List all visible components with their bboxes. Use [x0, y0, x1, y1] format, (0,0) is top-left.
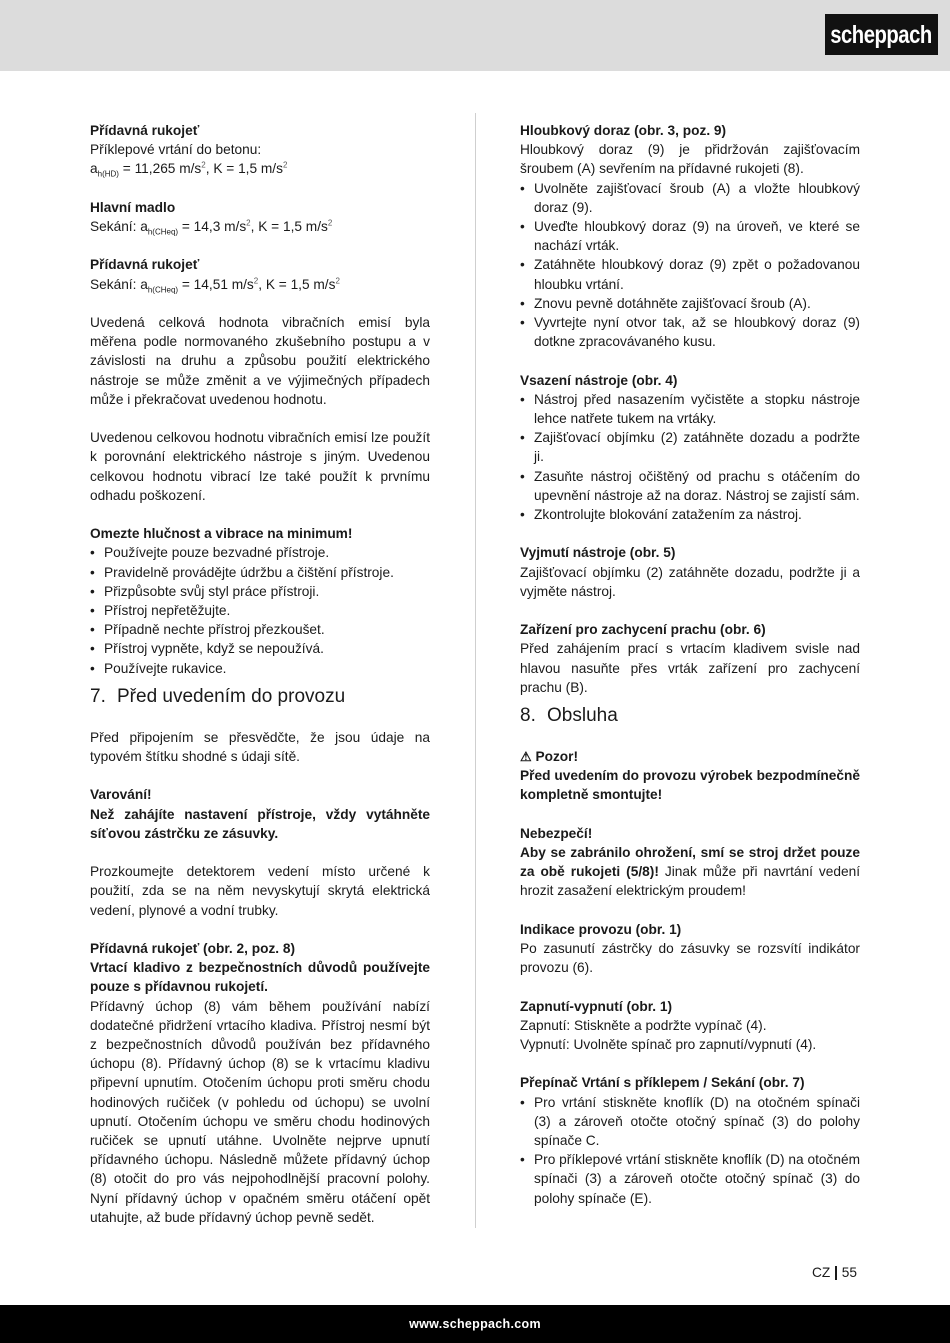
list-item: • Zatáhněte hloubkový doraz (9) zpět o požadovanou hloubku vrtání. [520, 255, 860, 293]
paragraph-remove-tool: Zajišťovací objímku (2) zatáhněte dozadu, podržte ji a vyjměte nástroj. [520, 564, 860, 599]
list-item: • Přístroj nepřetěžujte. [90, 601, 430, 620]
left-column [90, 121, 430, 1227]
list-item: • Přizpůsobte svůj styl práce přístroji. [90, 582, 430, 601]
noise-list [90, 543, 430, 677]
heading-main-handle: Hlavní madlo [90, 199, 176, 215]
page-footer [0, 1305, 950, 1343]
heading-remove-tool: Vyjmutí nástroje (obr. 5) [520, 545, 676, 561]
heading-aux-handle-2: Přídavná rukojeť [90, 257, 200, 273]
heading-caution: ⚠ Pozor! [520, 749, 579, 765]
page-number [812, 1265, 857, 1280]
insert-tool-list [520, 390, 860, 524]
column-divider [475, 113, 476, 1228]
aux-handle-warning: Vrtací kladivo z bezpečnostních důvodů používejte pouze s přídavnou rukojetí. [90, 960, 430, 995]
right-column [520, 121, 860, 1208]
list-item: • Znovu pevně dotáhněte zajišťovací šroub (A). [520, 294, 860, 313]
list-item: • Používejte pouze bezvadné přístroje. [90, 543, 430, 562]
vibration-value-3: Sekání: $a_{h(CHeq)} = 14,51$ $m/s^2$, K = 1,5 $m/s^2$ [90, 276, 340, 295]
text-impact-drilling: Příklepové vrtání do betonu: [90, 142, 262, 158]
warning-triangle-icon: ⚠ [520, 749, 532, 765]
paragraph-depth-stop: Hloubkový doraz (9) je přidržován zajišťovacím šroubem (A) sevřením na přídavné rukojeti (8). [520, 142, 860, 177]
heading-mode-switch: Přepínač Vrtání s příklepem / Sekání (obr. 7) [520, 1075, 805, 1091]
off-instruction: Vypnutí: Uvolněte spínač pro zapnutí/vypnutí (4). [520, 1037, 817, 1053]
warning-text: Než zahájíte nastavení přístroje, vždy vytáhněte síťovou zástrčku ze zásuvky. [90, 806, 430, 841]
brand-logo [825, 14, 938, 55]
page-number-value: 55 [841, 1265, 857, 1280]
list-item: • Pravidelně provádějte údržbu a čištění přístroje. [90, 563, 430, 582]
heading-noise-reduction: Omezte hlučnost a vibrace na minimum! [90, 526, 353, 542]
heading-insert-tool: Vsazení nástroje (obr. 4) [520, 372, 678, 388]
heading-indicator: Indikace provozu (obr. 1) [520, 921, 682, 937]
svg-text:scheppach: scheppach [830, 19, 932, 49]
vibration-value-2: Sekání: $a_{h(CHeq)} = 14,3$ $m/s^2$, K = 1,5 $m/s^2$ [90, 218, 333, 237]
heading-danger: Nebezpečí! [520, 825, 593, 841]
section-number: 7. [90, 685, 106, 707]
list-item: • Uveďte hloubkový doraz (9) na úroveň, ve které se nachází vrták. [520, 217, 860, 255]
list-item: • Přístroj vypněte, když se nepoužívá. [90, 639, 430, 658]
language-code: CZ [812, 1265, 831, 1280]
heading-aux-handle-fig2: Přídavná rukojeť (obr. 2, poz. 8) [90, 941, 296, 956]
vibration-value-1: $a_{h(HD)} = 11,265$ $m/s^2$, K = 1,5 $m/s^2$ [90, 160, 288, 180]
heading-depth-stop: Hloubkový doraz (obr. 3, poz. 9) [520, 123, 727, 138]
list-item: • Zajišťovací objímku (2) zatáhněte dozadu a podržte ji. [520, 428, 860, 466]
heading-on-off: Zapnutí-vypnutí (obr. 1) [520, 998, 673, 1014]
list-item: • Pro příklepové vrtání stiskněte knoflík (D) na otočném spínači (3) a zároveň otočte otočný spínač (3) do polohy spínače (E). [520, 1150, 860, 1208]
paragraph-line-detector: Prozkoumejte detektorem vedení místo určené k použití, zda se na něm nevyskytují skrytá elektrická vedení, plynové a vodní trubky. [90, 864, 430, 918]
list-item: • Pro vrtání stiskněte knoflík (D) na otočném spínači (3) a zároveň otočte otočný spínač (3) do polohy spínače C. [520, 1093, 860, 1151]
paragraph-dust-collector: Před zahájením prací s vrtacím kladivem svisle nad hlavou nasuňte přes vrták zařízení pro zachycení prachu (B). [520, 641, 860, 695]
heading-warning: Varování! [90, 787, 152, 803]
paragraph-indicator: Po zasunutí zástrčky do zásuvky se rozsvítí indikátor provozu (6). [520, 941, 860, 976]
heading-aux-handle-1: Přídavná rukojeť [90, 123, 200, 138]
heading-dust-collector: Zařízení pro zachycení prachu (obr. 6) [520, 622, 766, 638]
separator [835, 1266, 837, 1280]
page-header [0, 0, 950, 71]
list-item: • Nástroj před nasazením vyčistěte a stopku nástroje lehce natřete tukem na vrtáky. [520, 390, 860, 428]
paragraph-aux-handle: Přídavný úchop (8) vám během používání nabízí dodatečné přidržení vrtacího kladiva. Přístroj nesmí být z bezpečnostních důvodů používán bez přídavného úchopu (8). Přídavný úchop (8) se k vrtacímu kladivu připevní upnutím. Otočením úchopu proti směru chodu hodinových ručiček (v pohledu od úchopu) se uvolní upnutí. Otočením úchopu ve směru chodu hodinových ručiček se upnutí utáhne. Uvolněte nejprve upnutí přídavného úchopu. Následně můžete přídavný úchop (8) otočit do pro vás nejpohodlnější pracovní polohy. Nyní přídavný úchop v opačném směru otáčení opět utahujte, až bude přídavný úchop pevně sedět. [90, 998, 430, 1225]
list-item: • Zkontrolujte blokování zatažením za nástroj. [520, 505, 860, 524]
list-item: • Používejte rukavice. [90, 659, 430, 678]
list-item: • Vyvrtejte nyní otvor tak, až se hloubkový doraz (9) dotkne zpracovávaného kusu. [520, 313, 860, 351]
section-heading-7 [90, 685, 430, 709]
danger-text: Aby se zabránilo ohrožení, smí se stroj držet pouze za obě rukojeti (5/8)! Jinak může při navrtání vedení hrozit zasažení elektrickým proudem! [520, 845, 861, 899]
on-instruction: Zapnutí: Stiskněte a podržte vypínač (4). [520, 1017, 767, 1033]
mode-switch-list [520, 1093, 860, 1208]
paragraph-vibration-measurement: Uvedená celková hodnota vibračních emisí byla měřena podle normovaného zkušebního postupu a v závislosti na druhu a způsobu použití elektrického nástroje se může změnit a ve výjimečných případech může i překračovat uvedenou hodnotu. [90, 314, 430, 407]
section-title: Před uvedením do provozu [117, 685, 346, 707]
paragraph-vibration-comparison: Uvedenou celkovou hodnotu vibračních emisí lze použít k porovnání elektrického nástroje s jiným. Uvedenou celkovou hodnotu vibrací lze také použít k prvnímu odhadu poškození. [90, 430, 430, 503]
list-item: • Zasuňte nástroj očištěný od prachu s otáčením do upevnění nástroje až na doraz. Nástroj se zajistí sám. [520, 467, 860, 505]
depth-stop-list [520, 179, 860, 352]
list-item: • Případně nechte přístroj přezkoušet. [90, 620, 430, 639]
footer-url: www.scheppach.com [409, 1317, 541, 1331]
section-title: Obsluha [547, 705, 618, 727]
list-item: • Uvolněte zajišťovací šroub (A) a vložte hloubkový doraz (9). [520, 179, 860, 217]
scheppach-logo-icon [829, 20, 934, 50]
section-number: 8. [520, 705, 536, 727]
paragraph-rating-plate: Před připojením se přesvědčte, že jsou údaje na typovém štítku shodné s údaji sítě. [90, 729, 430, 765]
caution-text: Před uvedením do provozu výrobek bezpodmínečně kompletně smontujte! [520, 768, 860, 803]
section-heading-8 [520, 704, 860, 728]
